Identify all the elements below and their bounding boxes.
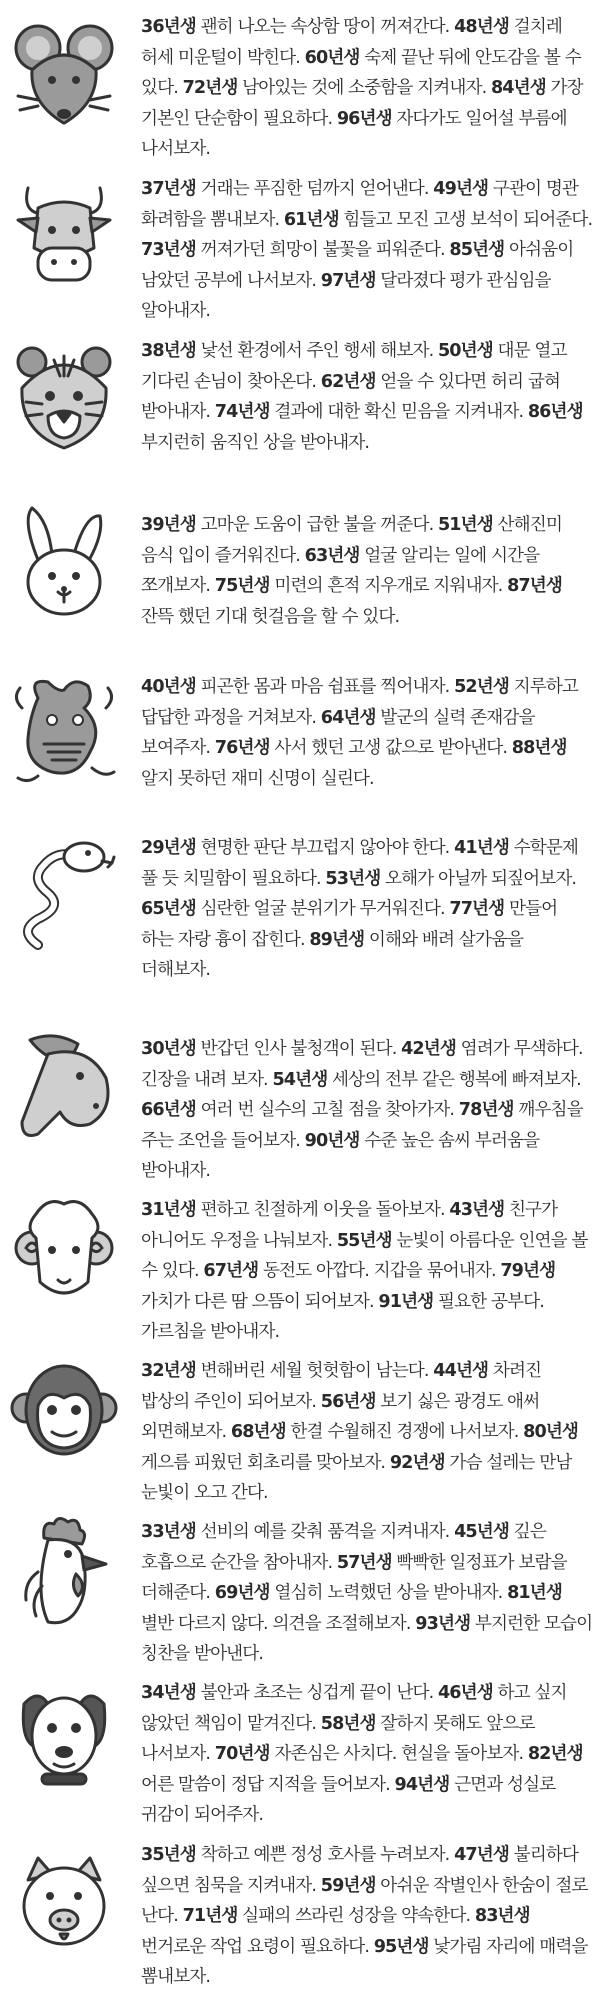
fortune-sentence: 괜히 나오는 속상함 땅이 꺼져간다. <box>195 17 455 37</box>
fortune-sentence: 부지런한 모습이 칭찬을 받아낸다. <box>141 1613 593 1665</box>
birth-year-label: 67년생 <box>203 1261 259 1282</box>
fortune-sentence: 편하고 친절하게 이웃을 돌아보자. <box>195 1200 450 1220</box>
fortune-sentence: 지루하고 답답한 과정을 거쳐보자. <box>141 677 579 728</box>
fortune-sentence: 근면과 성실로 귀감이 되어주자. <box>141 1774 556 1826</box>
fortune-sentence: 구관이 명관 화려함을 뽐내보자. <box>141 179 579 230</box>
birth-year-label: 87년생 <box>507 576 562 597</box>
fortune-sentence: 별반 다르지 않다. 의견을 조절해보자. <box>141 1613 416 1634</box>
fortune-sentence: 가슴 설레는 만남 눈빛이 오고 간다. <box>141 1452 572 1504</box>
birth-year-label: 64년생 <box>320 707 376 728</box>
dragon-icon <box>8 668 120 792</box>
fortune-sentence: 낯선 환경에서 주인 행세 해보자. <box>195 341 438 361</box>
birth-year-label: 92년생 <box>389 1452 445 1473</box>
fortune-sentence: 불리하다 싶으면 침묵을 지켜내자. <box>141 1845 579 1896</box>
birth-year-label: 95년생 <box>373 1936 429 1957</box>
snake-icon <box>8 835 120 959</box>
fortune-sentence: 힘들고 모진 고생 보석이 되어준다. <box>338 209 593 230</box>
fortune-sentence: 달라졌다 평가 관심임을 알아내자. <box>141 270 551 322</box>
birth-year-label: 39년생 <box>141 515 196 535</box>
fortune-sentence: 잘하지 못해도 앞으로 나서보자. <box>141 1713 535 1765</box>
birth-year-label: 53년생 <box>325 868 381 889</box>
birth-year-label: 46년생 <box>437 1683 493 1703</box>
birth-year-label: 51년생 <box>437 515 493 535</box>
fortune-sentence: 세상의 전부 같은 행복에 빠져보자. <box>327 1069 581 1090</box>
fortune-sentence: 가치가 다른 땀 으뜸이 되어보자. <box>141 1291 379 1312</box>
fortune-sentence: 변해버린 세월 헛헛함이 남는다. <box>195 1361 434 1381</box>
fortune-sentence: 선비의 예를 갖춰 품격을 지켜내자. <box>195 1522 455 1542</box>
birth-year-label: 74년생 <box>214 402 270 423</box>
birth-year-label: 41년생 <box>454 838 509 858</box>
monkey-icon <box>8 1348 120 1472</box>
birth-year-label: 60년생 <box>304 47 360 68</box>
fortune-text <box>141 174 593 327</box>
birth-year-label: 79년생 <box>500 1261 556 1282</box>
fortune-sentence: 한결 수월해진 경쟁에 나서보자. <box>285 1422 524 1443</box>
fortune-sentence: 이해와 배려 살가움을 더해보자. <box>141 929 524 981</box>
birth-year-label: 85년생 <box>449 240 505 261</box>
fortune-sentence: 심란한 얼굴 분위기가 무거워진다. <box>195 899 450 920</box>
fortune-sentence: 빡빡한 일정표가 보람을 더해준다. <box>141 1552 567 1604</box>
fortune-text <box>141 1034 593 1187</box>
fortune-sentence: 오해가 아닐까 되짚어보자. <box>380 868 577 889</box>
fortune-sentence: 깨우침을 주는 조언을 들어보자. <box>141 1100 583 1151</box>
birth-year-label: 63년생 <box>304 545 360 566</box>
birth-year-label: 75년생 <box>214 576 270 597</box>
fortune-sentence: 여러 번 실수의 고칠 점을 찾아가자. <box>195 1100 459 1121</box>
fortune-sentence: 미련의 흔적 지우개로 지워내자. <box>269 576 508 597</box>
fortune-sentence: 남아있는 것에 소중함을 지켜내자. <box>237 78 491 99</box>
birth-year-label: 45년생 <box>454 1522 509 1542</box>
fortune-sentence: 동전도 아깝다. 지갑을 묶어내자. <box>258 1261 501 1282</box>
fortune-sentence: 아쉬운 작별인사 한숨이 절로 난다. <box>141 1875 588 1927</box>
birth-year-label: 37년생 <box>141 179 196 199</box>
rabbit-icon <box>8 500 120 624</box>
fortune-sentence: 아쉬움이 남았던 공부에 나서보자. <box>141 240 574 291</box>
fortune-sentence: 열심히 노력했던 상을 받아내자. <box>269 1583 508 1604</box>
birth-year-label: 71년생 <box>182 1906 238 1927</box>
fortune-sentence: 착하고 예쁜 정성 호사를 누려보자. <box>195 1845 455 1865</box>
fortune-text <box>141 1195 593 1348</box>
fortune-sentence: 게으름 피웠던 회초리를 맞아보자. <box>141 1452 390 1473</box>
birth-year-label: 40년생 <box>141 677 196 697</box>
fortune-sentence: 반갑던 인사 불청객이 된다. <box>195 1039 402 1059</box>
fortune-sentence: 현명한 판단 부끄럽지 않아야 한다. <box>195 838 455 858</box>
rooster-icon <box>8 1512 120 1636</box>
birth-year-label: 36년생 <box>141 17 196 37</box>
horse-icon <box>8 1030 120 1154</box>
sheep-icon <box>8 1188 120 1312</box>
birth-year-label: 55년생 <box>336 1230 392 1251</box>
birth-year-label: 35년생 <box>141 1845 196 1865</box>
fortune-text <box>141 336 593 458</box>
birth-year-label: 61년생 <box>283 209 339 230</box>
fortune-sentence: 낯가림 자리에 매력을 뽐내보자. <box>141 1936 588 1988</box>
birth-year-label: 56년생 <box>320 1391 376 1412</box>
fortune-sentence: 보기 싫은 광경도 애써 외면해보자. <box>141 1391 540 1443</box>
ox-icon <box>8 168 120 292</box>
fortune-sentence: 산해진미 음식 입이 즐거워진다. <box>141 515 562 566</box>
dog-icon <box>8 1674 120 1798</box>
birth-year-label: 52년생 <box>454 677 509 697</box>
fortune-sentence: 결과에 대한 확신 믿음을 지켜내자. <box>269 402 528 423</box>
fortune-sentence: 피곤한 몸과 마음 쉼표를 찍어내자. <box>195 677 455 697</box>
birth-year-label: 38년생 <box>141 341 196 361</box>
fortune-sentence: 사서 했던 고생 값으로 받아낸다. <box>269 738 512 759</box>
birth-year-label: 57년생 <box>336 1552 392 1573</box>
pig-icon <box>8 1840 120 1964</box>
birth-year-label: 50년생 <box>437 341 493 361</box>
fortune-sentence: 알지 못하던 재미 신명이 실린다. <box>141 768 374 789</box>
birth-year-label: 82년생 <box>527 1744 583 1765</box>
fortune-sentence: 수학문제 풀 듯 치밀함이 필요하다. <box>141 838 579 889</box>
birth-year-label: 90년생 <box>304 1130 360 1151</box>
birth-year-label: 89년생 <box>309 929 365 950</box>
fortune-sentence: 염려가 무색하다. 긴장을 내려 보자. <box>141 1039 583 1090</box>
fortune-sentence: 숙제 끝난 뒤에 안도감을 볼 수 있다. <box>141 47 581 99</box>
birth-year-label: 68년생 <box>230 1422 286 1443</box>
fortune-sentence: 깊은 호흡으로 순간을 참아내자. <box>141 1522 546 1573</box>
tiger-icon <box>8 332 120 456</box>
birth-year-label: 65년생 <box>141 899 196 920</box>
fortune-text <box>141 672 593 794</box>
birth-year-label: 29년생 <box>141 838 196 858</box>
birth-year-label: 78년생 <box>458 1100 514 1121</box>
birth-year-label: 49년생 <box>433 179 489 199</box>
birth-year-label: 86년생 <box>527 402 583 423</box>
birth-year-label: 70년생 <box>214 1744 270 1765</box>
birth-year-label: 77년생 <box>449 899 505 920</box>
birth-year-label: 33년생 <box>141 1522 196 1542</box>
fortune-sentence: 발군의 실력 존재감을 보여주자. <box>141 707 535 759</box>
fortune-sentence: 실패의 쓰라린 성장을 약속한다. <box>237 1906 475 1927</box>
fortune-sentence: 대문 열고 기다린 손님이 찾아온다. <box>141 341 567 392</box>
birth-year-label: 62년생 <box>320 371 376 392</box>
birth-year-label: 58년생 <box>320 1713 376 1734</box>
birth-year-label: 72년생 <box>182 78 238 99</box>
fortune-sentence: 거래는 푸짐한 덤까지 얻어낸다. <box>195 179 434 199</box>
fortune-sentence: 고마운 도움이 급한 불을 꺼준다. <box>195 515 438 535</box>
birth-year-label: 44년생 <box>433 1361 489 1381</box>
birth-year-label: 83년생 <box>474 1906 530 1927</box>
birth-year-label: 84년생 <box>490 78 546 99</box>
fortune-text <box>141 1840 593 1993</box>
birth-year-label: 32년생 <box>141 1361 196 1381</box>
birth-year-label: 59년생 <box>320 1875 376 1896</box>
birth-year-label: 88년생 <box>511 738 567 759</box>
fortune-text <box>141 1678 593 1831</box>
birth-year-label: 97년생 <box>320 270 376 291</box>
birth-year-label: 31년생 <box>141 1200 196 1220</box>
birth-year-label: 91년생 <box>378 1291 434 1312</box>
fortune-text <box>141 510 593 632</box>
birth-year-label: 81년생 <box>507 1583 562 1604</box>
fortune-sentence: 친구가 아니어도 우정을 나눠보자. <box>141 1200 558 1251</box>
birth-year-label: 30년생 <box>141 1039 196 1059</box>
fortune-sentence: 불안과 초조는 싱겁게 끝이 난다. <box>195 1683 438 1703</box>
fortune-sentence: 꺼져가던 희망이 불꽃을 피워준다. <box>195 240 450 261</box>
rat-icon <box>8 10 120 134</box>
fortune-sentence: 차려진 밥상의 주인이 되어보자. <box>141 1361 542 1412</box>
fortune-text <box>141 12 593 165</box>
fortune-sentence: 눈빛이 아름다운 인연을 볼 수 있다. <box>141 1230 588 1282</box>
birth-year-label: 34년생 <box>141 1683 196 1703</box>
fortune-sentence: 수준 높은 솜씨 부러움을 받아내자. <box>141 1130 540 1182</box>
fortune-sentence: 하고 싶지 않았던 책임이 맡겨진다. <box>141 1683 567 1734</box>
fortune-sentence: 필요한 공부다. 가르침을 받아내자. <box>141 1291 544 1343</box>
birth-year-label: 54년생 <box>272 1069 328 1090</box>
birth-year-label: 94년생 <box>394 1774 450 1795</box>
birth-year-label: 80년생 <box>523 1422 579 1443</box>
fortune-text <box>141 833 593 986</box>
fortune-sentence: 얻을 수 있다면 허리 굽혀 받아내자. <box>141 371 561 423</box>
fortune-sentence: 자존심은 사치다. 현실을 돌아보자. <box>269 1744 528 1765</box>
birth-year-label: 48년생 <box>454 17 509 37</box>
birth-year-label: 66년생 <box>141 1100 196 1121</box>
fortune-sentence: 잔뜩 했던 기대 헛걸음을 할 수 있다. <box>141 606 400 627</box>
fortune-sentence: 가장 기본인 단순함이 필요하다. <box>141 78 583 129</box>
fortune-sentence: 걸치레 허세 미운털이 박힌다. <box>141 17 562 68</box>
birth-year-label: 76년생 <box>214 738 270 759</box>
fortune-sentence: 부지런히 움직인 상을 받아내자. <box>141 432 370 453</box>
fortune-sentence: 번거로운 작업 요령이 필요하다. <box>141 1936 374 1957</box>
birth-year-label: 43년생 <box>449 1200 505 1220</box>
fortune-sentence: 어른 말씀이 정답 지적을 들어보자. <box>141 1774 395 1795</box>
fortune-sentence: 얼굴 알리는 일에 시간을 쪼개보자. <box>141 545 540 597</box>
fortune-text <box>141 1517 593 1670</box>
birth-year-label: 42년생 <box>401 1039 456 1059</box>
fortune-sentence: 자다가도 일어설 부름에 나서보자. <box>141 108 567 160</box>
birth-year-label: 93년생 <box>415 1613 471 1634</box>
fortune-text <box>141 1356 593 1509</box>
birth-year-label: 73년생 <box>141 240 196 261</box>
fortune-sentence: 만들어 하는 자랑 흉이 잡힌다. <box>141 899 558 950</box>
birth-year-label: 47년생 <box>454 1845 509 1865</box>
birth-year-label: 69년생 <box>214 1583 270 1604</box>
birth-year-label: 96년생 <box>336 108 392 129</box>
